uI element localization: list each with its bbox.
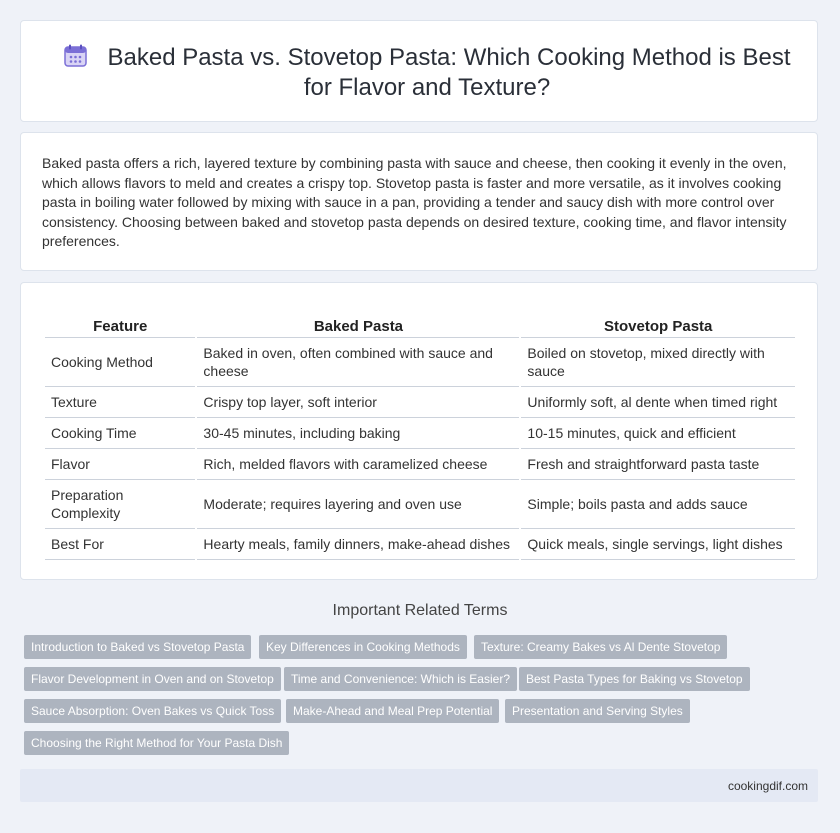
- related-tag[interactable]: Sauce Absorption: Oven Bakes vs Quick Toss: [24, 699, 281, 723]
- related-tag[interactable]: Key Differences in Cooking Methods: [259, 635, 467, 659]
- related-tag[interactable]: Flavor Development in Oven and on Stovetop: [24, 667, 281, 691]
- row-stovetop: Boiled on stovetop, mixed directly with sauce: [521, 338, 795, 387]
- comparison-card: [20, 282, 818, 580]
- row-stovetop: 10-15 minutes, quick and efficient: [521, 418, 795, 449]
- related-tag[interactable]: Time and Convenience: Which is Easier?: [284, 667, 517, 691]
- header-stovetop-pasta: Stovetop Pasta: [521, 315, 795, 338]
- row-feature: Preparation Complexity: [45, 480, 195, 529]
- intro-paragraph: Baked pasta offers a rich, layered texture by combining pasta with sauce and cheese, then cooking it evenly in the oven, which allows flavors to meld and creates a crispy top. Stovetop pasta is faster and more versatile, as it involves cooking pasta in boiling water followed by mixing with sauce in a pan, providing a tender and saucy dish with more control over consistency. Choosing between baked and stovetop pasta depends on desired texture, cooking time, and flavor intensity preferences.: [42, 155, 787, 249]
- comparison-table: [43, 315, 797, 560]
- table-row: [45, 338, 795, 387]
- table-row: [45, 418, 795, 449]
- related-tag[interactable]: Make-Ahead and Meal Prep Potential: [286, 699, 499, 723]
- row-stovetop: Fresh and straightforward pasta taste: [521, 449, 795, 480]
- row-feature: Texture: [45, 387, 195, 418]
- row-feature: Flavor: [45, 449, 195, 480]
- calendar-icon: [63, 44, 89, 68]
- row-feature: Cooking Method: [45, 338, 195, 387]
- related-tag[interactable]: Presentation and Serving Styles: [505, 699, 690, 723]
- table-header-row: [45, 315, 795, 338]
- header-baked-pasta: Baked Pasta: [197, 315, 519, 338]
- related-terms-heading: Important Related Terms: [332, 602, 508, 619]
- table-row: [45, 387, 795, 418]
- footer-site-link[interactable]: cookingdif.com: [727, 779, 808, 793]
- title-wrap: [57, 43, 797, 103]
- related-tag[interactable]: Introduction to Baked vs Stovetop Pasta: [24, 635, 251, 659]
- table-row: [45, 480, 795, 529]
- row-stovetop: Uniformly soft, al dente when timed right: [521, 387, 795, 418]
- intro-card: [20, 132, 818, 271]
- row-baked: Crispy top layer, soft interior: [197, 387, 519, 418]
- row-stovetop: Quick meals, single servings, light dishes: [521, 529, 795, 560]
- row-baked: Moderate; requires layering and oven use: [197, 480, 519, 529]
- related-tag[interactable]: Texture: Creamy Bakes vs Al Dente Stovetop: [474, 635, 727, 659]
- related-tag[interactable]: Best Pasta Types for Baking vs Stovetop: [519, 667, 750, 691]
- table-row: [45, 449, 795, 480]
- row-feature: Best For: [45, 529, 195, 560]
- row-baked: Hearty meals, family dinners, make-ahead dishes: [197, 529, 519, 560]
- row-feature: Cooking Time: [45, 418, 195, 449]
- table-row: [45, 529, 795, 560]
- title-card: [20, 20, 818, 122]
- row-baked: 30-45 minutes, including baking: [197, 418, 519, 449]
- header-feature: Feature: [45, 315, 195, 338]
- row-baked: Rich, melded flavors with caramelized cheese: [197, 449, 519, 480]
- footer: [20, 769, 818, 802]
- page-title: Baked Pasta vs. Stovetop Pasta: Which Cooking Method is Best for Flavor and Texture?: [107, 44, 791, 101]
- related-tag[interactable]: Choosing the Right Method for Your Pasta Dish: [24, 731, 289, 755]
- row-baked: Baked in oven, often combined with sauce and cheese: [197, 338, 519, 387]
- row-stovetop: Simple; boils pasta and adds sauce: [521, 480, 795, 529]
